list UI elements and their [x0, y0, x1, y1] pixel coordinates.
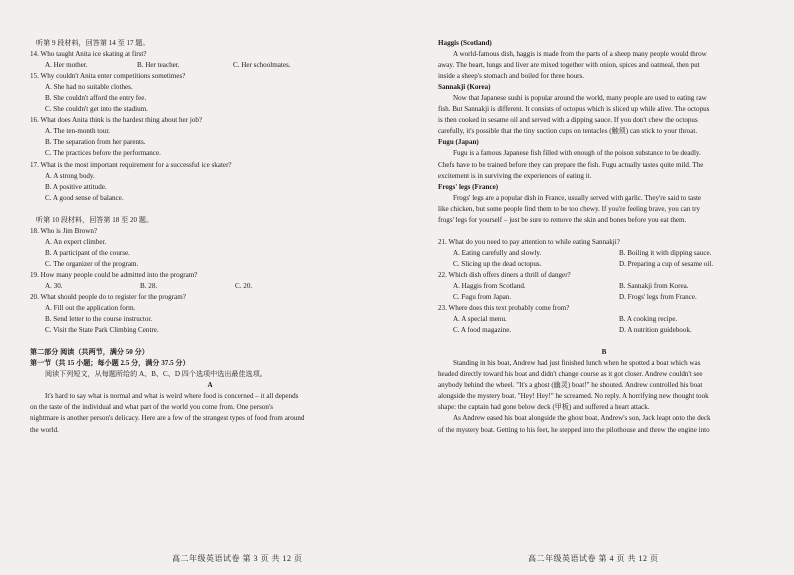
- question-20: 20. What should people do to register for the program?: [30, 293, 186, 302]
- option-b: B. Send letter to the course instructor.: [45, 315, 153, 324]
- option-c: C. The practices before the performance.: [45, 149, 161, 158]
- passage-a-label: A: [207, 381, 213, 390]
- sannakji-line: carefully, it's possible that the tiny suction cups on tentacles (触须) can stick to your throat.: [438, 127, 698, 136]
- option-a: A. Haggis from Scotland.: [453, 281, 526, 290]
- fugu-heading: Fugu (Japan): [438, 138, 479, 147]
- page-3-footer: 高二年级英语试卷 第 3 页 共 12 页: [172, 554, 303, 563]
- option-b: B. A participant of the course.: [45, 248, 130, 257]
- question-21-options-row2: [438, 259, 770, 270]
- sannakji-heading: Sannakji (Korea): [438, 83, 491, 92]
- passage-b-line: headed directly toward his boat and didn't change course as it got closer. Andrew couldn't see: [438, 370, 703, 379]
- question-21: 21. What do you need to pay attention to while eating Sannakji?: [438, 237, 620, 246]
- option-b: B. A positive attitude.: [45, 182, 107, 191]
- page-4-column: [438, 38, 770, 436]
- haggis-line: away. The heart, lungs and liver are mixed together with onion, spices and oatmeal, then put: [438, 61, 700, 70]
- passage-a-line: the world.: [30, 425, 59, 434]
- option-b: B. 28.: [140, 281, 158, 290]
- sannakji-line: Now that Japanese sushi is popular around the world, many people are used to eating raw: [453, 94, 707, 103]
- option-c: C. A food magazine.: [453, 326, 512, 335]
- passage-b-line: As Andrew eased his boat alongside the ghost boat, Andrew's son, Jack leapt onto the deck: [453, 414, 711, 423]
- option-a: A. A strong body.: [45, 171, 95, 180]
- option-d: D. A nutrition guidebook.: [619, 326, 692, 335]
- question-17: 17. What is the most important requirement for a successful ice skater?: [30, 160, 232, 169]
- question-22-options-row2: [438, 292, 770, 303]
- option-a: A. Her mother.: [45, 61, 88, 70]
- option-a: A. An expert climber.: [45, 237, 107, 246]
- option-a: A. Fill out the application form.: [45, 304, 136, 313]
- page-3-column: [30, 38, 390, 436]
- question-14-options: [30, 60, 390, 71]
- passage-b-line: anybody behind the wheel. "It's a ghost (幽灵) boat!" he shouted. Andrew controlled his boat: [438, 381, 703, 390]
- option-b: B. She couldn't afford the entry fee.: [45, 94, 147, 103]
- section-1-heading: 第一节（共 15 小题；每小题 2.5 分，满分 37.5 分）: [30, 359, 190, 368]
- question-14: 14. Who taught Anita ice skating at first?: [30, 50, 147, 59]
- frogs-legs-line: Frogs' legs are a popular dish in France, usually served with garlic. They're said to taste: [453, 193, 702, 202]
- option-c: C. Fugu from Japan.: [453, 293, 512, 302]
- option-c: C. The organizer of the program.: [45, 259, 139, 268]
- passage-b-line: of the mystery boat. Getting to his feet, he stepped into the pilothouse and threw the engine into: [438, 425, 710, 434]
- haggis-line: inside a sheep's stomach and boiled for three hours.: [438, 72, 585, 81]
- passage-a-line: on the taste of the individual and what part of the world you come from. One person's: [30, 403, 273, 412]
- fugu-line: Chefs have to be trained before they can prepare the fish. Fugu actually tastes quite mild. The: [438, 160, 704, 169]
- passage-b-line: shape: the captain had gone below deck (甲板) and suffered a heart attack.: [438, 403, 650, 412]
- haggis-line: A world-famous dish, haggis is made from the parts of a sheep many people would throw: [453, 50, 707, 59]
- option-b: B. A cooking recipe.: [619, 315, 678, 324]
- option-a: A. 30.: [45, 281, 63, 290]
- listening-section-9-heading: 听第 9 段材料，回答第 14 至 17 题。: [36, 39, 150, 47]
- question-23-options-row1: [438, 314, 770, 325]
- sannakji-line: fish. But Sannakji is different. It consists of octopus which is sliced up while alive. The octopus: [438, 105, 710, 114]
- option-a: A. The ten-month tour.: [45, 127, 111, 136]
- option-c: C. Slicing up the dead octopus.: [453, 259, 542, 268]
- fugu-line: excitement is in surviving the experiences of eating it.: [438, 171, 592, 180]
- question-23-options-row2: [438, 325, 770, 336]
- passage-a-line: nightmare is another person's delicacy. Here are a few of the strangest types of food from around: [30, 414, 305, 423]
- part-2-heading: 第二部分 阅读（共两节，满分 50 分）: [30, 348, 149, 357]
- passage-b-label: B: [601, 348, 607, 357]
- option-b: B. The separation from her parents.: [45, 138, 146, 147]
- question-16: 16. What does Anita think is the hardest thing about her job?: [30, 116, 203, 125]
- option-d: D. Frogs' legs from France.: [619, 293, 697, 302]
- fugu-line: Fugu is a famous Japanese fish filled with enough of the poison substance to be deadly.: [453, 149, 701, 158]
- option-c: C. 20.: [235, 281, 253, 290]
- reading-instructions: 阅读下列短文，从每题所给的 A、B、C、D 四个选项中选出最佳选项。: [45, 370, 267, 379]
- option-c: C. Visit the State Park Climbing Centre.: [45, 326, 159, 335]
- frogs-legs-line: frogs' legs for yourself – just be sure to remove the skin and bones before you eat them.: [438, 215, 687, 224]
- option-b: B. Boiling it with dipping sauce.: [619, 248, 712, 257]
- question-19: 19. How many people could be admitted into the program?: [30, 270, 198, 279]
- option-c: C. Her schoolmates.: [233, 61, 291, 70]
- frogs-legs-heading: Frogs' legs (France): [438, 182, 499, 191]
- option-c: C. She couldn't get into the stadium.: [45, 105, 148, 114]
- option-b: B. Sannakji from Korea.: [619, 281, 689, 290]
- question-15: 15. Why couldn't Anita enter competitions sometimes?: [30, 72, 186, 81]
- listening-section-10-heading: 听第 10 段材料，回答第 18 至 20 题。: [36, 215, 154, 224]
- option-c: C. A good sense of balance.: [45, 193, 124, 202]
- option-a: A. Eating carefully and slowly.: [453, 248, 542, 257]
- question-22: 22. Which dish offers diners a thrill of danger?: [438, 270, 571, 279]
- haggis-heading: Haggis (Scotland): [438, 39, 492, 47]
- option-a: A. A special menu.: [453, 315, 507, 324]
- frogs-legs-line: like chicken, but some people find them to be too chewy. If you're feeling brave, you can try: [438, 204, 701, 213]
- option-d: D. Preparing a cup of sesame oil.: [619, 259, 714, 268]
- question-21-options-row1: [438, 248, 770, 259]
- question-22-options-row1: [438, 281, 770, 292]
- question-18: 18. Who is Jim Brown?: [30, 226, 98, 235]
- passage-a-line: It's hard to say what is normal and what is weird where food is concerned – it all depends: [45, 392, 299, 401]
- page-4-footer: 高二年级英语试卷 第 4 页 共 12 页: [528, 554, 659, 563]
- question-23: 23. Where does this text probably come from?: [438, 304, 570, 313]
- question-19-options: [30, 281, 390, 292]
- passage-b-line: alongside the mystery boat. "Hey! Hey!" he screamed. No reply. A horrifying new thought took: [438, 392, 709, 401]
- sannakji-line: is then cooked in sesame oil and served with a dipping sauce. If you don't chew the octopus: [438, 116, 698, 125]
- passage-b-line: Standing in his boat, Andrew had just finished lunch when he spotted a boat which was: [453, 359, 701, 368]
- option-b: B. Her teacher.: [137, 61, 180, 70]
- option-a: A. She had no suitable clothes.: [45, 83, 133, 92]
